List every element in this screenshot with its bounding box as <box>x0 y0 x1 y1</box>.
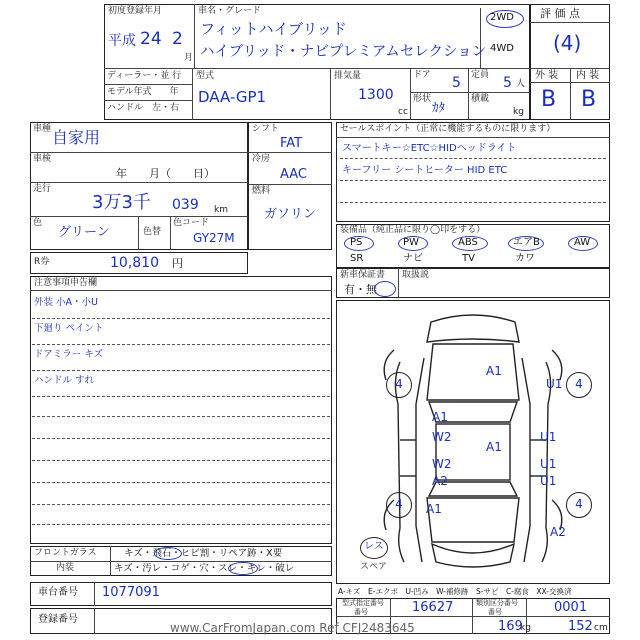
warranty-label: 新車保証書 <box>340 270 386 280</box>
first-reg-label: 初度登録年月 <box>108 6 163 16</box>
load-label: 積載 <box>471 94 490 104</box>
damage-left-front-door: A1 <box>432 410 448 424</box>
damage-roof: A1 <box>486 440 502 454</box>
score-label: 評 価 点 <box>540 7 580 20</box>
watermark: www.CarFromJapan.com Ref CFJ2483645 <box>170 621 415 635</box>
interior-label: 内 装 <box>576 70 600 81</box>
shift: FAT <box>280 136 303 151</box>
drive-4wd: 4WD <box>490 43 514 54</box>
model-year-label: モデル年式 年 <box>107 87 179 97</box>
class-label: 類別区分番号 <box>476 599 518 607</box>
width: 152 <box>568 619 593 634</box>
reg-month: 2 <box>172 29 183 49</box>
yen-unit: 円 <box>172 257 183 270</box>
spare-label: スペア <box>360 562 388 572</box>
equip-ps: PS <box>350 237 363 248</box>
interior-options: キズ・汚レ・コゲ・穴・スレ・キレ・破レ <box>114 563 295 574</box>
warranty-no-circle <box>374 281 396 297</box>
type-spec-unit-label: 番号 <box>354 608 368 616</box>
type-spec-number: 16627 <box>412 600 454 615</box>
mileage-sub: 039 <box>172 197 199 213</box>
interior-grade: B <box>581 87 597 112</box>
tire-rear-left: 4 <box>386 492 412 518</box>
mileage-main: 3万3千 <box>92 192 151 213</box>
tire-rear-right: 4 <box>566 492 592 518</box>
damage-legend: A-キズ E-エクボ U-凹み W-補修跡 S-サビ C-腐食 XX-交換済 <box>338 587 572 596</box>
dealer-label: ディーラー・並 行 <box>107 71 182 81</box>
note-line-4: ハンドル すれ <box>34 375 95 386</box>
windshield-chip-circle <box>154 547 182 560</box>
reg-year: 24 <box>140 29 162 49</box>
manual-label: 取扱説 <box>402 270 430 280</box>
capacity-unit: 人 <box>516 79 526 89</box>
ac: AAC <box>280 167 307 182</box>
windshield-label: フロントガラス <box>34 548 97 558</box>
color-label: 色 <box>33 218 43 228</box>
color: グリーン <box>58 225 110 240</box>
weight: 169 <box>498 619 523 634</box>
note-line-1: 外装 小A・小U <box>34 297 98 308</box>
equip-aw: AW <box>574 237 591 248</box>
handle-label: ハンドル 左・右 <box>107 103 180 113</box>
sales-label: セールスポイント（正常に機能するものに限ります） <box>340 124 556 134</box>
type-label: 車種 <box>33 124 52 134</box>
equipment-label: 装備品（純正品に限り◯印をする） <box>340 225 486 235</box>
damage-left-rear-door-2: A2 <box>432 474 448 488</box>
interior-cond-label: 内装 <box>56 563 75 573</box>
displacement: 1300 <box>358 87 394 103</box>
damage-right-rear-door: U1 <box>540 457 557 471</box>
note-line-2: 下廻り ペイント <box>34 323 104 334</box>
displacement-label: 排気量 <box>334 71 362 81</box>
cc-unit: cc <box>398 107 408 117</box>
era: 平成 <box>108 33 136 49</box>
model-code: DAA-GP1 <box>198 88 267 106</box>
inspection-label: 車検 <box>33 154 52 164</box>
inspection-text: 年 月（ 日） <box>116 167 215 180</box>
repaint-label: 色替 <box>143 227 162 237</box>
mileage-label: 走行 <box>33 184 52 194</box>
equip-pw: PW <box>403 237 419 248</box>
windshield-options: キズ・飛石・ヒビ割・リペア跡・X要 <box>124 548 283 559</box>
interior-scuff-circle <box>228 562 258 575</box>
note-line-3: ドアミラー キズ <box>34 349 104 360</box>
reg-label: 登録番号 <box>38 614 78 625</box>
equip-abs: ABS <box>458 237 478 248</box>
recycle-value: 10,810 <box>110 255 159 271</box>
damage-right-front-fender: U1 <box>546 377 563 391</box>
spare-value: レス <box>364 541 384 552</box>
fuel: ガソリン <box>264 207 317 222</box>
car-name: フィットハイブリッド <box>200 20 347 38</box>
exterior-grade: B <box>541 87 557 112</box>
score-value: (4) <box>553 31 582 55</box>
drive-2wd: 2WD <box>490 12 514 23</box>
damage-hood: A1 <box>486 364 502 378</box>
chassis-label: 車台番号 <box>38 587 78 598</box>
damage-rear-bumper: A2 <box>550 525 566 539</box>
sales-line-2: キーフリー シートヒーター HID ETC <box>342 165 508 176</box>
doors: 5 <box>452 75 461 91</box>
equip-airbag: エアB <box>513 237 540 248</box>
month-unit: 月 <box>184 53 194 63</box>
notes-label: 注意事項申告欄 <box>34 278 98 288</box>
equip-navi: ナビ <box>403 253 423 264</box>
damage-left-rear-fender: A1 <box>426 502 442 516</box>
damage-left-front-door-2: W2 <box>432 430 452 444</box>
vehicle-type: 自家用 <box>52 128 101 147</box>
tire-front-left: 4 <box>386 372 412 398</box>
door-label: ドア <box>413 70 431 80</box>
chassis-number: 1077091 <box>102 585 160 600</box>
equip-leather: カワ <box>515 253 535 264</box>
shape: ｶﾀ <box>432 101 445 116</box>
equip-tv: TV <box>462 253 475 264</box>
warranty-value: 有・無 <box>344 283 377 296</box>
weight-unit: kg <box>520 623 531 633</box>
shift-label: シフト <box>252 124 280 134</box>
class-unit-label: 番号 <box>488 608 502 616</box>
damage-right-front-door: U1 <box>540 430 557 444</box>
color-code: GY27M <box>193 231 235 245</box>
type-spec-label: 型式指定番号 <box>342 599 384 607</box>
fuel-label: 燃料 <box>252 186 271 196</box>
sales-line-1: スマートキー☆ETC☆HIDヘッドライト <box>342 143 517 154</box>
class-number: 0001 <box>554 600 588 615</box>
shape-label: 形状 <box>413 94 432 104</box>
load-unit: kg <box>513 107 524 117</box>
damage-left-rear-door: W2 <box>432 457 452 471</box>
ac-label: 冷房 <box>252 154 271 164</box>
color-code-label: 色コード <box>173 218 210 228</box>
capacity-label: 定員 <box>471 70 490 80</box>
exterior-label: 外 装 <box>535 70 559 81</box>
capacity: 5 <box>503 75 512 91</box>
equip-sr: SR <box>350 253 364 264</box>
car-name-label: 車名・グレード <box>198 6 262 16</box>
recycle-label: R券 <box>34 257 50 267</box>
km-unit: km <box>214 205 228 215</box>
tire-front-right: 4 <box>566 372 592 398</box>
grade: ハイブリッド・ナビプレミアムセレクション <box>200 44 487 60</box>
damage-right-rear-door-2: U1 <box>540 474 557 488</box>
width-unit: cm <box>594 623 608 633</box>
model-label: 型式 <box>196 71 215 81</box>
